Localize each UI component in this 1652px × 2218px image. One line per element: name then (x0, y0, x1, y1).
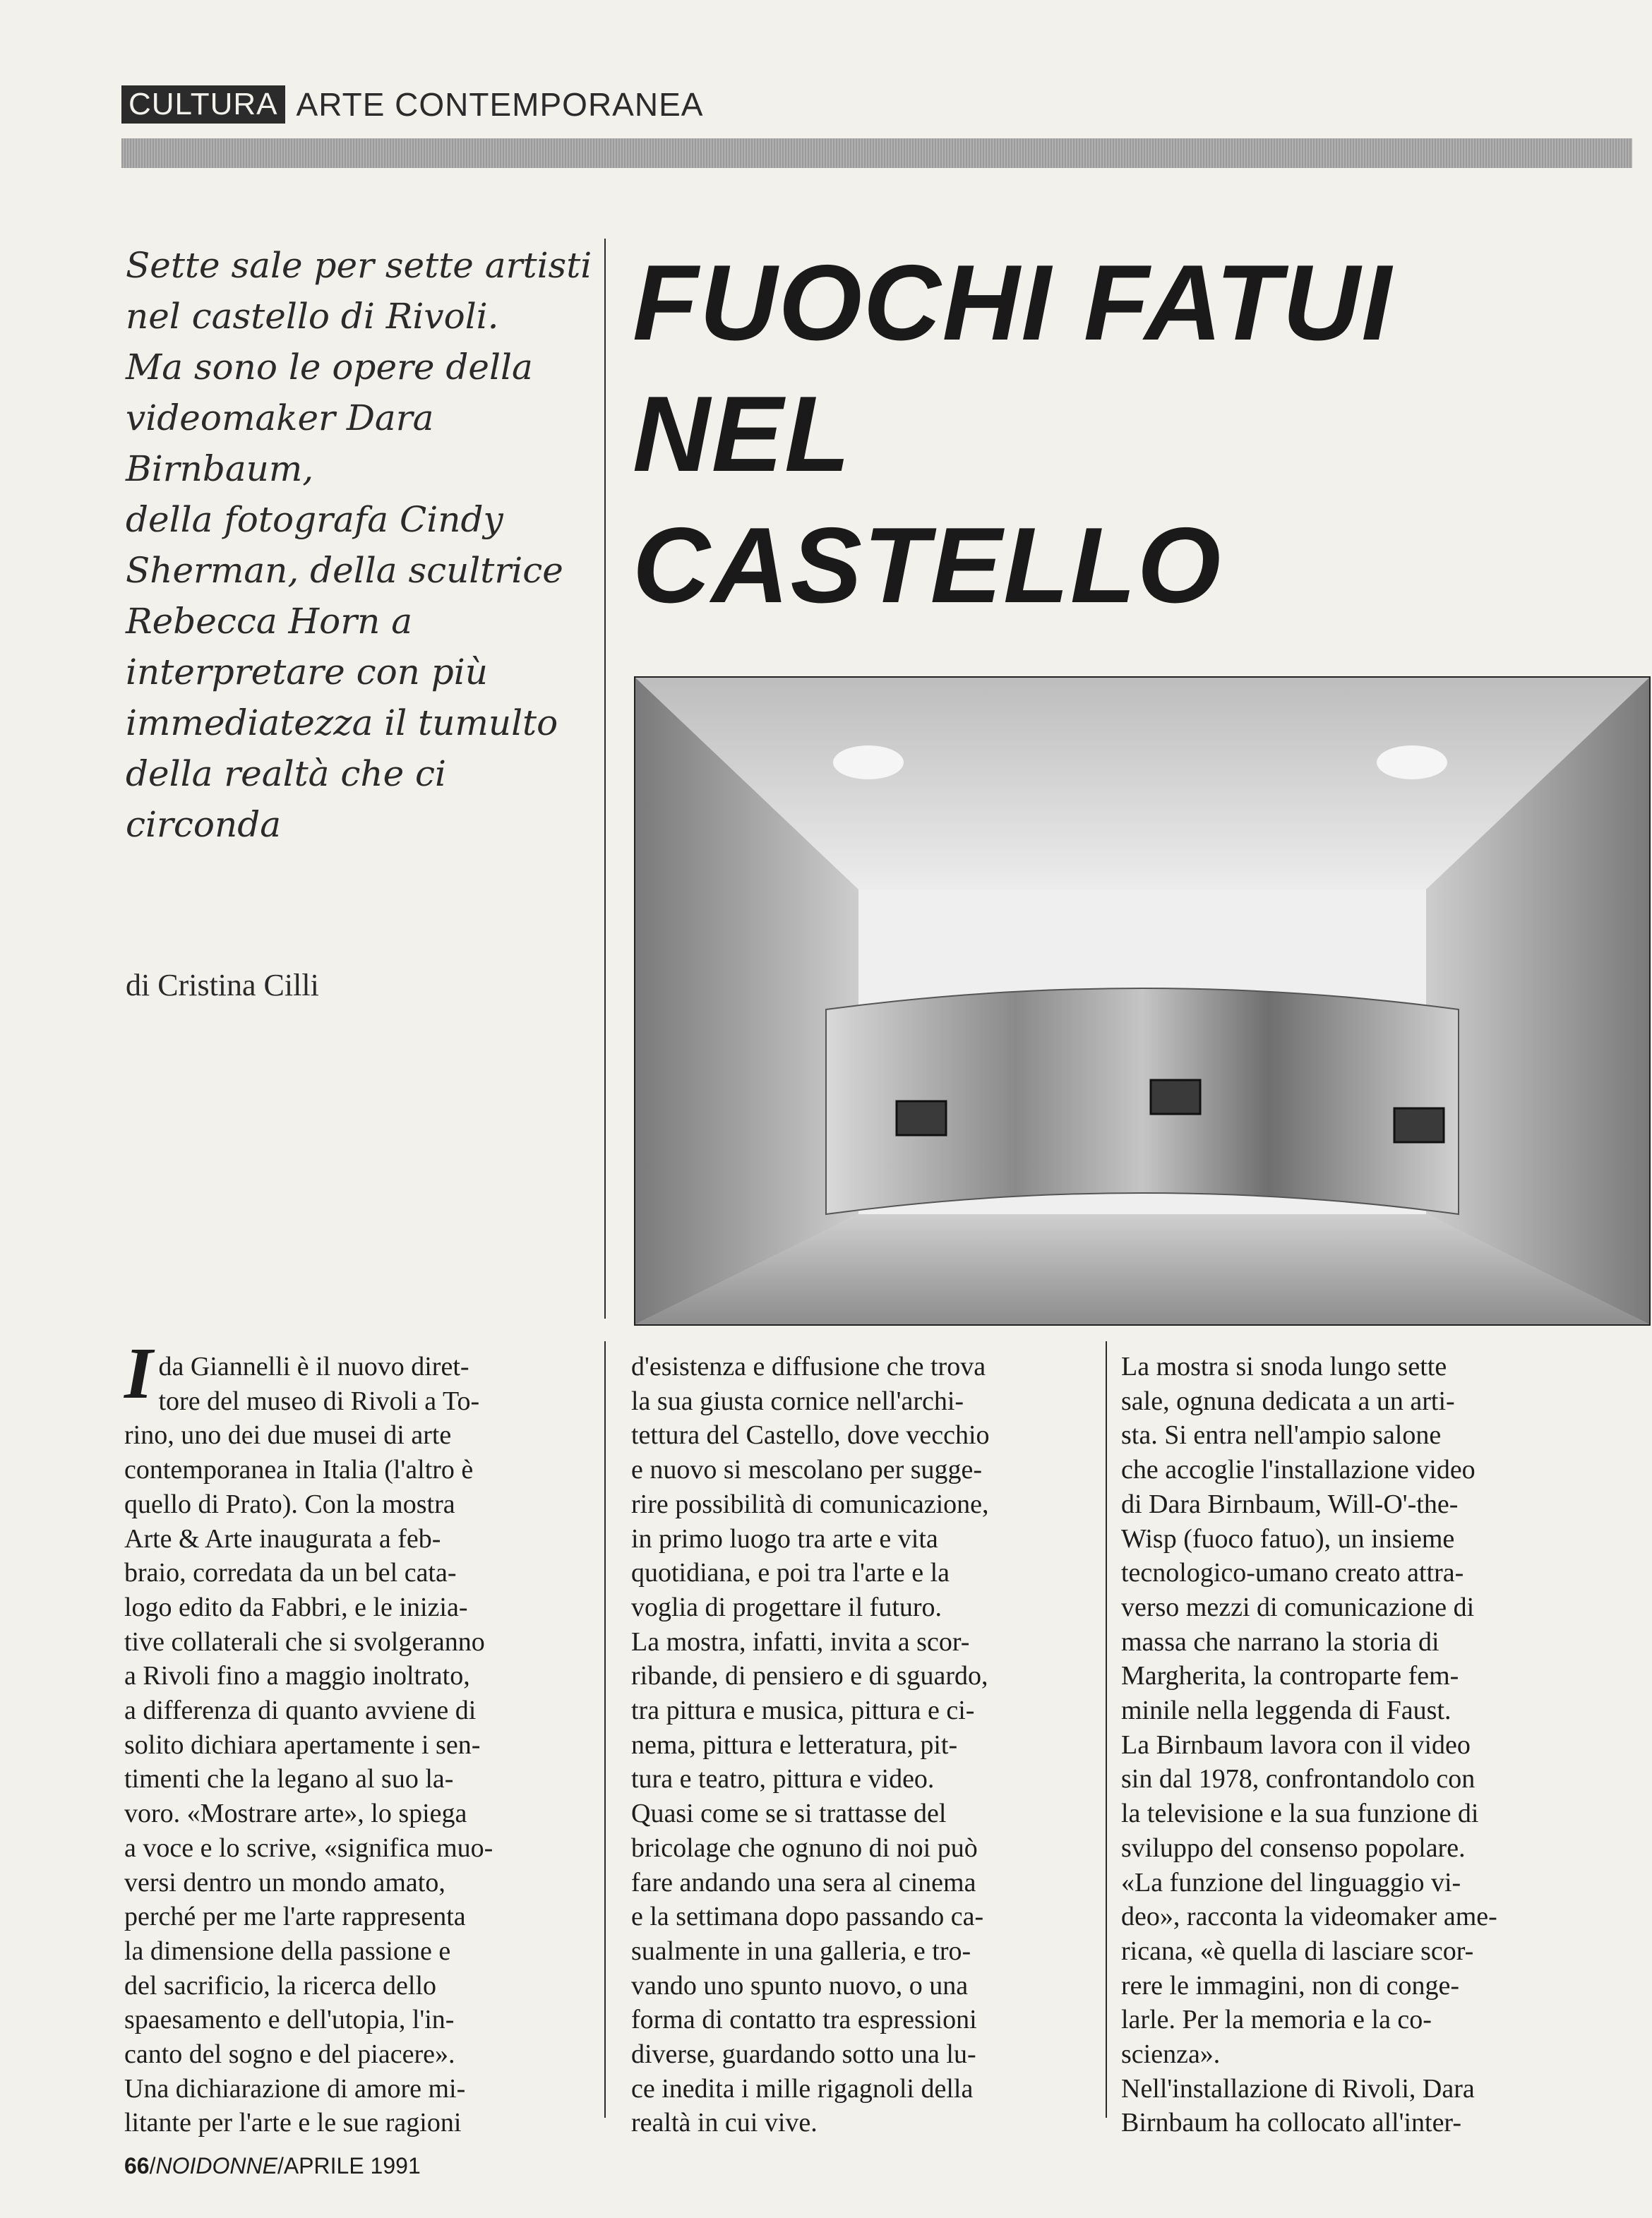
text-line: sin dal 1978, confrontandolo con (1121, 1764, 1476, 1794)
text-line: versi dentro un mondo amato, (124, 1867, 445, 1898)
text-line: La Birnbaum lavora con il video (1121, 1730, 1471, 1760)
text-line: canto del sogno e del piacere». (124, 2039, 455, 2070)
section-badge: CULTURA (121, 85, 285, 124)
intro-line: nel castello di Rivoli. (126, 296, 499, 337)
text-line: diverse, guardando sotto una lu- (631, 2039, 976, 2070)
text-line: la dimensione della passione e (124, 1936, 451, 1966)
text-line: rere le immagini, non di conge- (1121, 1970, 1460, 2001)
text-line: La mostra, infatti, invita a scor- (631, 1626, 970, 1657)
text-line: contemporanea in Italia (l'altro è (124, 1455, 474, 1485)
first-line-text: da Giannelli è il nuovo diret- (158, 1352, 469, 1381)
text-line: la sua giusta cornice nell'archi- (631, 1386, 964, 1416)
intro-line: immediatezza il tumulto (126, 702, 558, 743)
text-line: logo edito da Fabbri, e le inizia- (124, 1592, 468, 1622)
monitor-center (1151, 1080, 1200, 1114)
text-line: tore del museo di Rivoli a To- (158, 1386, 480, 1416)
intro-line: circonda (126, 804, 282, 845)
stucco-ornament-left (833, 745, 904, 779)
text-line: voglia di progettare il futuro. (631, 1592, 942, 1622)
hall-illustration (635, 678, 1649, 1324)
header-rule (121, 138, 1632, 168)
text-line: verso mezzi di comunicazione di (1121, 1592, 1475, 1622)
text-line: del sacrificio, la ricerca dello (124, 1970, 437, 2001)
text-line: vando uno spunto nuovo, o una (631, 1970, 969, 2001)
section-header (121, 85, 703, 124)
text-line: La mostra si snoda lungo sette (1121, 1352, 1447, 1381)
text-line: che accoglie l'installazione video (1121, 1455, 1476, 1485)
intro-line: videomaker Dara (126, 397, 434, 438)
article-column-3 (1121, 1350, 1580, 2140)
text-line: quotidiana, e poi tra l'arte e la (631, 1558, 950, 1588)
intro-line: Ma sono le opere della (126, 347, 533, 388)
text-line: timenti che la legano al suo la- (124, 1764, 454, 1794)
intro-line: Sette sale per sette artisti (126, 245, 592, 286)
text-line: sualmente in una galleria, e tro- (631, 1936, 971, 1966)
drop-cap: I (124, 1333, 153, 1414)
text-line: larle. Per la memoria e la co- (1121, 2005, 1432, 2035)
intro-line: Rebecca Horn a (126, 601, 413, 642)
headline (633, 237, 1550, 631)
text-line: la televisione e la sua funzione di (1121, 1799, 1479, 1829)
text-line: realtà in cui vive. (631, 2108, 818, 2138)
text-line: Margherita, la controparte fem- (1121, 1661, 1459, 1691)
text-line: d'esistenza e diffusione che trova (631, 1352, 986, 1381)
article-column-1 (124, 1333, 583, 2140)
text-line: litante per l'arte e le sue ragioni (124, 2108, 462, 2138)
text-line: Arte & Arte inaugurata a feb- (124, 1523, 441, 1554)
text-line: forma di contatto tra espressioni (631, 2005, 977, 2035)
headline-line: NEL (633, 374, 851, 494)
intro-line: della realtà che ci (126, 753, 447, 794)
text-line: sale, ognuna dedicata a un arti- (1121, 1386, 1455, 1416)
text-line: voro. «Mostrare arte», lo spiega (124, 1799, 467, 1829)
intro-line: interpretare con più (126, 652, 488, 693)
text-line: in primo luogo tra arte e vita (631, 1523, 938, 1554)
text-line: rino, uno dei due musei di arte (124, 1420, 452, 1451)
text-line: sviluppo del consenso popolare. (1121, 1833, 1466, 1863)
text-line: e la settimana dopo passando ca- (631, 1902, 984, 1932)
text-line: braio, corredata da un bel cata- (124, 1558, 457, 1588)
issue-date: APRILE 1991 (283, 2153, 421, 2178)
text-line: ce inedita i mille rigagnoli della (631, 2073, 974, 2104)
page-number: 66 (124, 2153, 150, 2178)
text-line: spaesamento e dell'utopia, l'in- (124, 2005, 455, 2035)
text-line: nema, pittura e letteratura, pit- (631, 1730, 958, 1760)
text-line: di Dara Birnbaum, Will-O'-the- (1121, 1489, 1459, 1519)
text-line: e nuovo si mescolano per sugge- (631, 1455, 983, 1485)
text-line: a Rivoli fino a maggio inoltrato, (124, 1661, 470, 1691)
byline: di Cristina Cilli (126, 968, 319, 1002)
text-line: Nell'installazione di Rivoli, Dara (1121, 2073, 1475, 2104)
text-line: massa che narrano la storia di (1121, 1626, 1439, 1657)
text-line: rire possibilità di comunicazione, (631, 1489, 989, 1519)
column-divider (604, 239, 606, 1319)
text-line: ribande, di pensiero e di sguardo, (631, 1661, 988, 1691)
text-line: solito dichiara apertamente i sen- (124, 1730, 481, 1760)
article-column-2 (631, 1350, 1090, 2140)
intro-line: Birnbaum, (126, 448, 314, 489)
text-line: «La funzione del linguaggio vi- (1121, 1867, 1461, 1898)
text-line: Wisp (fuoco fatuo), un insieme (1121, 1523, 1455, 1554)
monitor-left (897, 1101, 946, 1135)
column-divider (604, 1341, 606, 2118)
text-line: tura e teatro, pittura e video. (631, 1764, 935, 1794)
intro-line: della fotografa Cindy (126, 499, 503, 540)
text-line: quello di Prato). Con la mostra (124, 1489, 455, 1519)
text-line: tettura del Castello, dove vecchio (631, 1420, 990, 1451)
text-line: sta. Si entra nell'ampio salone (1121, 1420, 1442, 1451)
intro-deck (126, 240, 592, 850)
text-line: Una dichiarazione di amore mi- (124, 2073, 466, 2104)
installation-photo (634, 676, 1651, 1326)
text-line: tive collaterali che si svolgeranno (124, 1626, 485, 1657)
stucco-ornament-right (1377, 745, 1447, 779)
text-line: Birnbaum ha collocato all'inter- (1121, 2108, 1461, 2138)
section-label: ARTE CONTEMPORANEA (296, 86, 704, 123)
text-line: fare andando una sera al cinema (631, 1867, 976, 1898)
column-divider (1106, 1341, 1107, 2118)
text-line: ricana, «è quella di lasciare scor- (1121, 1936, 1474, 1966)
magazine-name: NOIDONNE (155, 2153, 277, 2178)
text-line: tra pittura e musica, pittura e ci- (631, 1696, 975, 1726)
text-line: scienza». (1121, 2039, 1221, 2070)
text-line: perché per me l'arte rappresenta (124, 1902, 466, 1932)
text-line: minile nella leggenda di Faust. (1121, 1696, 1452, 1726)
text-line: tecnologico-umano creato attra- (1121, 1558, 1464, 1588)
monitor-right (1394, 1108, 1444, 1142)
text-line: Quasi come se si trattasse del (631, 1799, 947, 1829)
text-line: bricolage che ognuno di noi può (631, 1833, 978, 1863)
text-line: deo», racconta la videomaker ame- (1121, 1902, 1497, 1932)
text-line: a voce e lo scrive, «significa muo- (124, 1833, 493, 1863)
headline-line: CASTELLO (633, 505, 1223, 625)
text-line: a differenza di quanto avviene di (124, 1696, 477, 1726)
intro-line: Sherman, della scultrice (126, 550, 563, 591)
headline-line: FUOCHI FATUI (633, 243, 1393, 363)
page-footer: 66/NOIDONNE/APRILE 1991 (124, 2153, 421, 2178)
